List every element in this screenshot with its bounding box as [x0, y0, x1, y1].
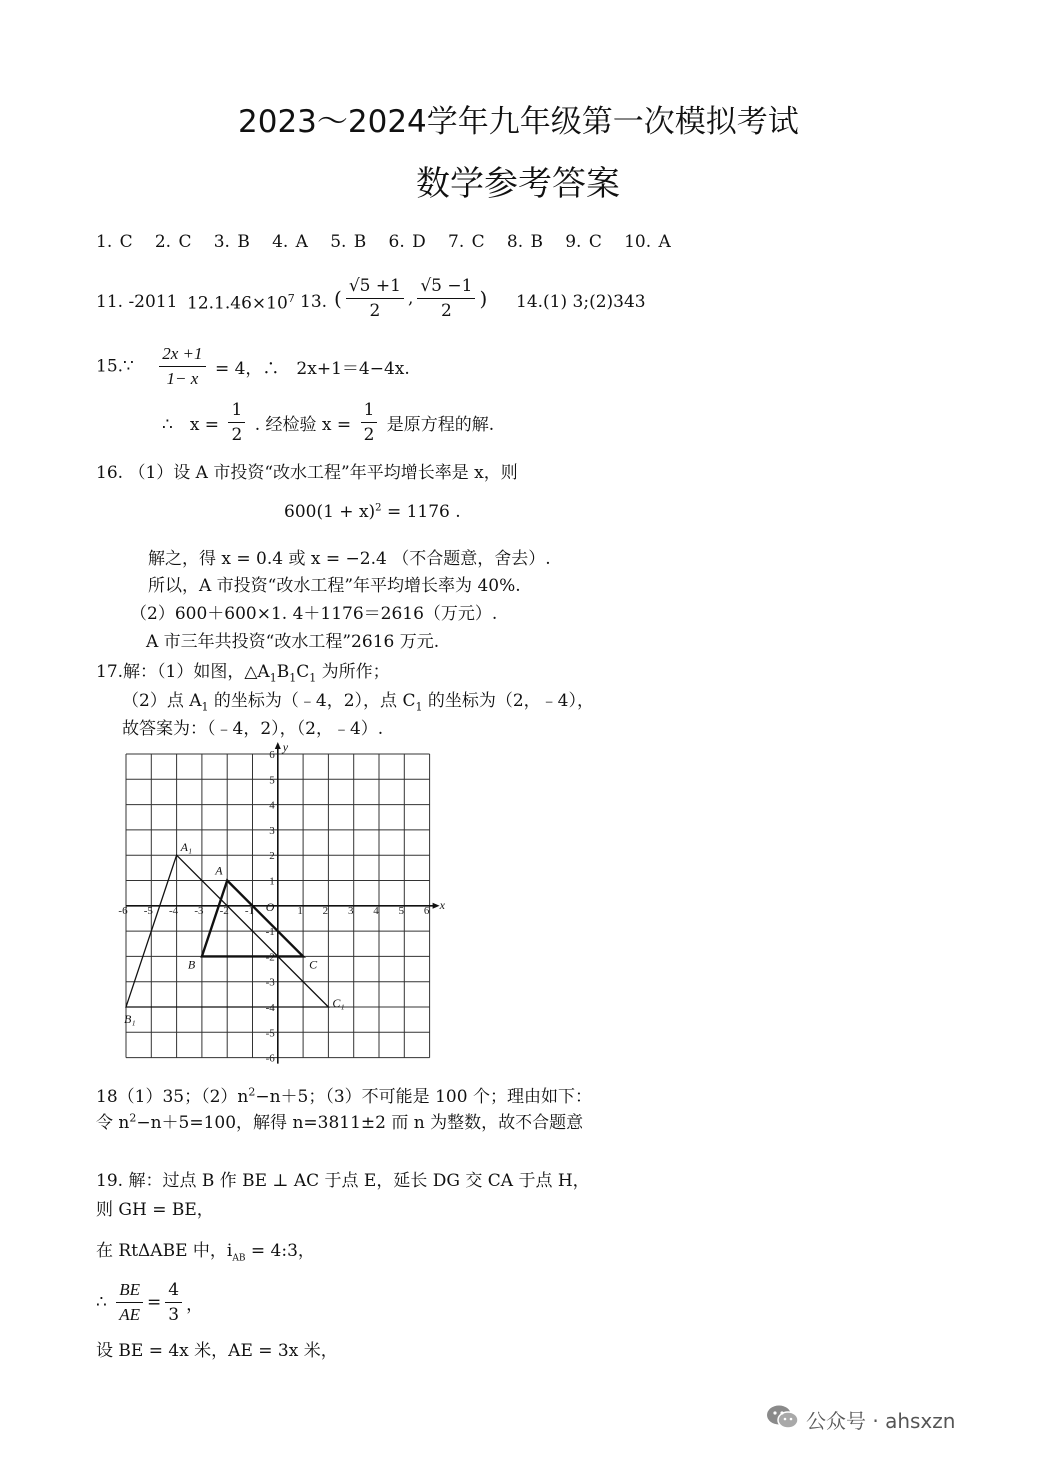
q15-line2-post: 是原方程的解. [386, 415, 495, 435]
mc-answer: 6. D [388, 232, 426, 252]
y-tick-label: -2 [265, 951, 275, 964]
page-subtitle: 数学参考答案 [416, 164, 620, 204]
answer-q18-line2 [96, 1108, 583, 1133]
q17-text: 17.解：（1）如图，△A [96, 662, 270, 682]
x-axis-arrow [433, 903, 440, 909]
answer-q19-line4 [96, 1280, 203, 1325]
mc-answer: 1. C [96, 232, 133, 252]
numerator: 1 [361, 400, 378, 423]
numerator: 4 [165, 1280, 182, 1303]
mc-answer: 2. C [154, 232, 192, 252]
paren-open: ( [334, 286, 342, 311]
answer-q19-line3 [96, 1236, 315, 1263]
mc-answer: 4. A [272, 232, 308, 252]
y-tick-label: 4 [269, 799, 275, 812]
q12-exponent: 7 [287, 292, 295, 305]
denominator: 2 [369, 301, 381, 321]
point-label-a: A [215, 863, 223, 878]
q16-exponent: 2 [375, 502, 382, 514]
axes [126, 740, 446, 1064]
y-tick-label: -4 [265, 1002, 275, 1014]
point-label-b1: B₁ [124, 1012, 136, 1026]
q17-text: 的坐标为（﹣4，2），点 C [208, 691, 416, 711]
point-label-b: B [187, 957, 196, 972]
subscript: 1 [415, 700, 423, 714]
x-tick-label: -1 [244, 904, 255, 917]
point-label-c: C [309, 957, 318, 972]
answer-q13-label: 13. [300, 292, 328, 312]
numerator: 1 [228, 400, 245, 423]
x-tick-label: 6 [423, 904, 430, 917]
q17-text: （2）点 A [122, 691, 202, 711]
q18-text: 令 n [96, 1113, 130, 1133]
answer-q16-line1: 16. （1）设 A 市投资“改水工程”年平均增长率是 x，则 [96, 463, 518, 483]
denominator: 1− x [166, 369, 199, 388]
q17-text: 的坐标为（2，﹣4）， [422, 691, 594, 711]
q16-equation-tail: = 1176 . [381, 502, 461, 522]
q16-equation: 600(1 + x) [284, 502, 376, 522]
point-label-a1: A₁ [180, 840, 193, 855]
q17-text: 为所作； [316, 662, 390, 682]
y-tick-label: -1 [265, 926, 275, 939]
answer-q16-line2 [284, 502, 461, 522]
x-tick-label: 1 [297, 904, 303, 917]
x-tick-label: -2 [219, 904, 229, 917]
fraction [346, 276, 404, 321]
answer-q12 [187, 292, 295, 314]
page-title: 2023～2024学年九年级第一次模拟考试 [238, 104, 799, 140]
answer-q16-line6: A 市三年共投资“改水工程”2616 万元. [146, 632, 440, 652]
mc-answer: 9. C [565, 232, 602, 252]
mc-answer: 10. A [624, 232, 671, 252]
fraction [417, 276, 475, 321]
fraction [116, 1280, 143, 1325]
y-axis-arrow [275, 742, 281, 749]
origin-label: O [265, 899, 275, 914]
q18-text: −n＋5；（3）不可能是 100 个；理由如下： [255, 1087, 592, 1107]
q12-base: 12.1.46×10 [187, 293, 288, 314]
denominator: 2 [231, 425, 243, 445]
answer-q19-line2: 则 GH = BE， [96, 1200, 214, 1220]
y-axis-label: y [282, 740, 289, 754]
answer-q11: 11. -2011 [96, 292, 178, 312]
q15-equation-tail: = 4，∴ 2x+1＝4−4x. [214, 359, 410, 379]
numerator: √5 +1 [346, 276, 404, 299]
answer-q13 [334, 276, 487, 321]
mc-answer: 8. B [506, 232, 543, 252]
mc-answer: 7. C [448, 232, 485, 252]
x-tick-label: 2 [322, 904, 329, 917]
numerator: BE [116, 1280, 143, 1303]
x-tick-label: -5 [143, 904, 153, 917]
x-axis-label: x [439, 897, 445, 912]
fraction [228, 400, 245, 445]
y-tick-label: -6 [265, 1052, 275, 1065]
q15-label: 15.∵ [96, 356, 134, 377]
point-label-c1: C₁ [332, 996, 345, 1010]
answer-q16-line3: 解之，得 x = 0.4 或 x = −2.4 （不合题意，舍去）. [148, 549, 551, 569]
answer-q15-line2 [162, 400, 494, 445]
fraction [361, 400, 378, 445]
fraction [165, 1280, 182, 1325]
x-tick-label: -6 [118, 904, 128, 917]
answer-q17-line2 [122, 686, 594, 713]
denominator: AE [119, 1305, 141, 1324]
x-tick-label: -4 [169, 904, 179, 917]
coordinate-grid-figure [118, 740, 445, 1068]
therefore-symbol: ∴ [96, 1292, 107, 1313]
q18-text: 18（1）35；（2）n [96, 1087, 249, 1107]
subscript: AB [232, 1253, 246, 1264]
numerator: √5 −1 [417, 276, 475, 299]
subscript: 1 [269, 671, 277, 685]
answer-q15-line1 [96, 344, 410, 389]
subscript: 1 [289, 671, 297, 685]
y-tick-label: 5 [269, 774, 275, 787]
q15-line2-mid: . 经检验 x = [254, 415, 352, 435]
mc-answers [96, 232, 671, 252]
watermark-text: 公众号 · ahsxzn [806, 1409, 956, 1433]
y-tick-label: 3 [269, 824, 275, 837]
denominator: 2 [363, 425, 375, 445]
q19-text: = 4:3， [245, 1241, 315, 1261]
y-tick-label: -5 [265, 1027, 275, 1040]
q15-line2-pre: ∴ x = [162, 415, 220, 435]
q19-text: 在 RtΔABE 中，i [96, 1241, 233, 1261]
answer-q19-line1: 19. 解：过点 B 作 BE ⊥ AC 于点 E，延长 DG 交 CA 于点 H， [96, 1171, 590, 1191]
x-tick-label: 5 [398, 904, 405, 917]
q17-text: B [276, 662, 290, 682]
denominator: 2 [440, 301, 452, 321]
equals-sign: = [147, 1292, 162, 1313]
q18-text: −n＋5=100，解得 n=3811±2 而 n 为整数，故不合题意 [136, 1113, 584, 1133]
y-tick-label: 2 [269, 850, 275, 863]
x-tick-label: -3 [194, 904, 204, 917]
superscript: 2 [248, 1085, 256, 1099]
mc-answer: 3. B [213, 232, 250, 252]
point-labels [124, 840, 345, 1026]
denominator: 3 [168, 1305, 180, 1325]
answer-q14: 14.(1) 3;(2)343 [516, 292, 646, 312]
superscript: 2 [129, 1111, 137, 1125]
q19-text: ， [186, 1295, 204, 1315]
wechat-icon [766, 1404, 800, 1430]
paren-close: ) [479, 286, 488, 311]
x-tick-label: 4 [373, 904, 379, 917]
answer-q17-line1 [96, 657, 390, 684]
q17-text: C [296, 662, 310, 682]
y-tick-label: 6 [269, 749, 275, 761]
fraction [159, 344, 205, 389]
answer-q16-line4: 所以，A 市投资“改水工程”年平均增长率为 40%. [148, 576, 521, 596]
mc-answer: 5. B [330, 232, 367, 252]
answer-q17-line3: 故答案为：（﹣4，2），（2，﹣4）. [122, 719, 384, 739]
x-tick-label: 3 [347, 904, 354, 917]
comma: , [407, 288, 414, 309]
y-tick-label: 1 [269, 875, 275, 888]
subscript: 1 [201, 700, 209, 714]
answer-q16-line5: （2）600＋600×1. 4＋1176＝2616（万元）. [130, 604, 498, 624]
subscript: 1 [309, 671, 317, 685]
answer-q19-line5: 设 BE = 4x 米，AE = 3x 米， [96, 1341, 338, 1361]
numerator: 2x +1 [159, 344, 205, 367]
y-tick-label: -3 [265, 976, 275, 989]
answer-q18-line1 [96, 1082, 592, 1107]
